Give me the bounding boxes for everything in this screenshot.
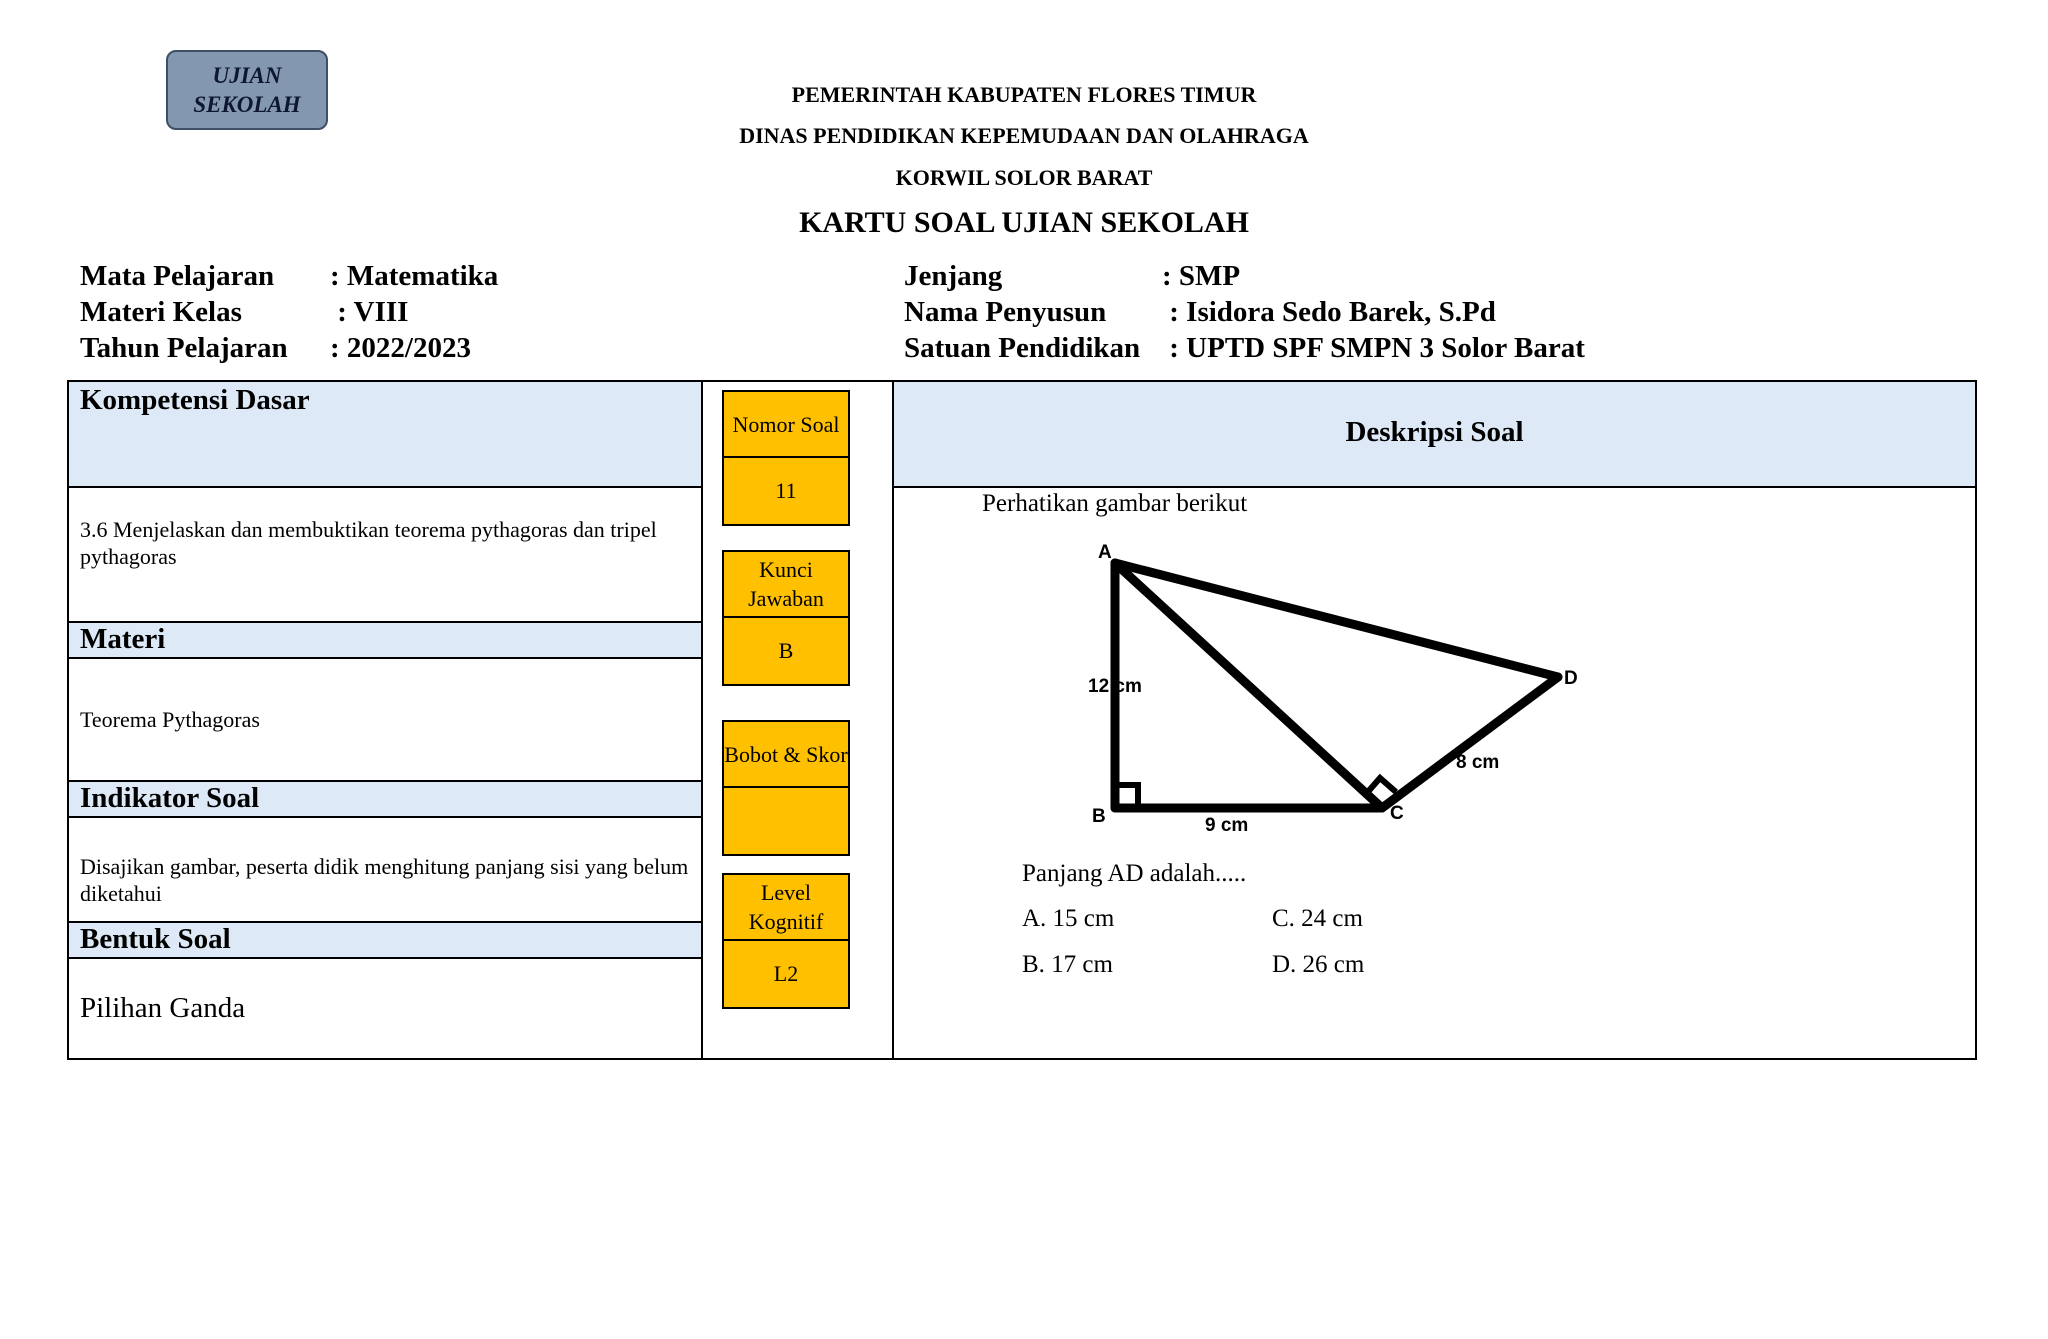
header-line-3: KORWIL SOLOR BARAT xyxy=(895,165,1153,190)
kompetensi-dasar-title: Kompetensi Dasar xyxy=(80,384,310,416)
nomor-soal-label: Nomor Soal xyxy=(724,392,848,458)
side-ab-label: 12 cm xyxy=(1088,676,1142,697)
info-row xyxy=(80,258,498,294)
option-c: C. 24 cm xyxy=(1272,905,1363,932)
info-value: : UPTD SPF SMPN 3 Solor Barat xyxy=(1162,332,1585,364)
question-intro: Perhatikan gambar berikut xyxy=(982,490,1248,517)
info-row xyxy=(80,330,498,366)
info-value: : Isidora Sedo Barek, S.Pd xyxy=(1162,296,1496,328)
bobot-skor-value xyxy=(724,788,848,854)
option-a: A. 15 cm xyxy=(1022,905,1115,932)
option-d: D. 26 cm xyxy=(1272,951,1365,978)
kunci-jawaban-box xyxy=(722,550,850,686)
materi-text: Teorema Pythagoras xyxy=(80,707,260,732)
segment-cd xyxy=(1382,677,1558,808)
triangle-figure xyxy=(1080,535,1620,835)
indikator-soal-title: Indikator Soal xyxy=(80,782,260,814)
info-label: Jenjang xyxy=(904,260,1003,292)
page-title: KARTU SOAL UJIAN SEKOLAH xyxy=(799,206,1249,239)
header-line-2: DINAS PENDIDIKAN KEPEMUDAAN DAN OLAHRAGA xyxy=(739,123,1309,148)
info-label: Satuan Pendidikan xyxy=(904,332,1141,364)
badge-line-1: UJIAN xyxy=(212,63,282,88)
bobot-skor-label: Bobot & Skor xyxy=(724,722,848,788)
nomor-soal-box xyxy=(722,390,850,526)
level-kognitif-box xyxy=(722,873,850,1009)
info-row xyxy=(80,294,498,330)
info-value: : VIII xyxy=(330,296,409,328)
side-bc-label: 9 cm xyxy=(1205,815,1249,835)
info-value: : Matematika xyxy=(330,260,499,292)
info-label: Materi Kelas xyxy=(80,296,242,328)
column-divider xyxy=(892,380,894,1060)
info-label: Tahun Pelajaran xyxy=(80,332,288,364)
row-divider xyxy=(67,657,703,659)
row-divider xyxy=(67,816,703,818)
kunci-jawaban-value: B xyxy=(778,638,794,663)
info-value: : 2022/2023 xyxy=(330,332,471,364)
info-left xyxy=(80,258,498,366)
indikator-soal-text: Disajikan gambar, peserta didik menghitung panjang sisi yang belum diketahui xyxy=(80,854,689,906)
info-right xyxy=(904,258,1585,366)
question-text: Panjang AD adalah..... xyxy=(1022,860,1247,887)
bentuk-soal-text: Pilihan Ganda xyxy=(80,992,246,1024)
nomor-soal-value: 11 xyxy=(775,478,797,503)
info-value: : SMP xyxy=(1162,260,1241,292)
point-a-label: A xyxy=(1098,542,1112,563)
row-divider xyxy=(67,486,703,488)
info-row xyxy=(904,330,1585,366)
info-row xyxy=(904,258,1585,294)
level-kognitif-label: Level Kognitif xyxy=(724,875,848,941)
right-angle-c xyxy=(1366,778,1396,794)
bobot-skor-box xyxy=(722,720,850,856)
side-cd-label: 8 cm xyxy=(1456,752,1500,773)
point-b-label: B xyxy=(1092,806,1106,827)
info-label: Mata Pelajaran xyxy=(80,260,275,292)
header-line-1: PEMERINTAH KABUPATEN FLORES TIMUR xyxy=(791,82,1257,107)
row-divider xyxy=(67,957,703,959)
badge-line-2: SEKOLAH xyxy=(193,92,301,117)
option-b: B. 17 cm xyxy=(1022,951,1113,978)
point-d-label: D xyxy=(1564,668,1578,689)
point-c-label: C xyxy=(1390,803,1404,824)
level-kognitif-value: L2 xyxy=(773,961,799,986)
materi-title: Materi xyxy=(80,623,166,655)
bentuk-soal-title: Bentuk Soal xyxy=(80,923,231,955)
deskripsi-soal-title: Deskripsi Soal xyxy=(1345,416,1524,448)
info-row xyxy=(904,294,1585,330)
kompetensi-dasar-text: 3.6 Menjelaskan dan membuktikan teorema pythagoras dan tripel pythagoras xyxy=(80,517,657,569)
kunci-jawaban-label: Kunci Jawaban xyxy=(724,552,848,618)
row-divider xyxy=(892,486,1977,488)
info-label: Nama Penyusun xyxy=(904,296,1107,328)
